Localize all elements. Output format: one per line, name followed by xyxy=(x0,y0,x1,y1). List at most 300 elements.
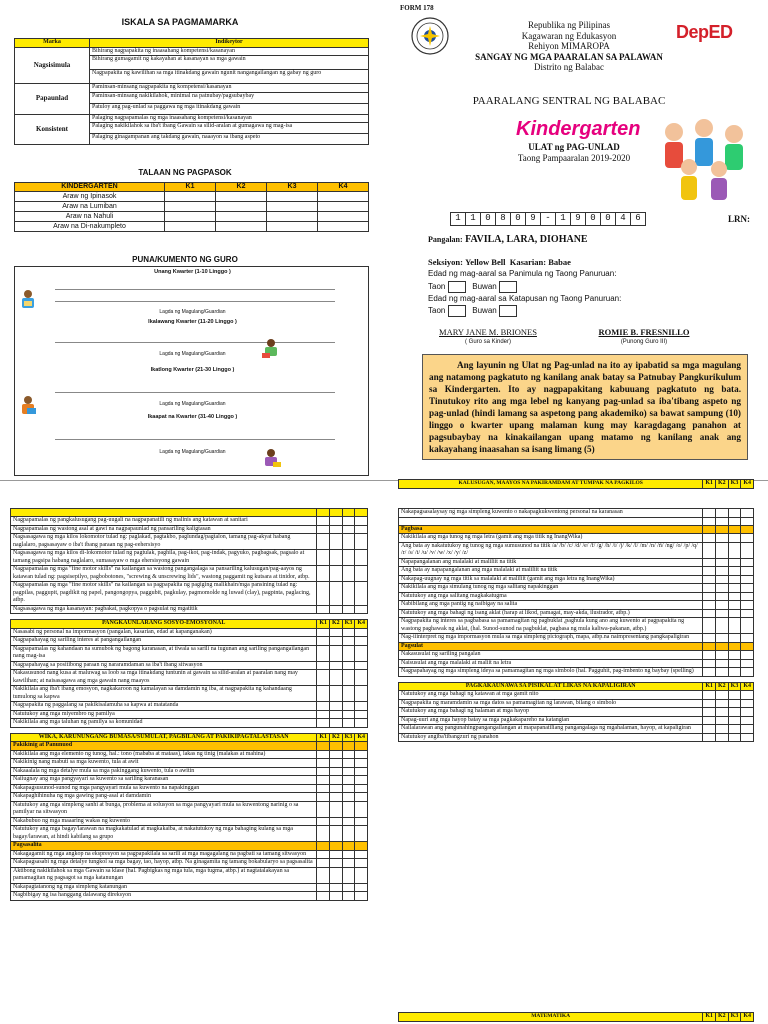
rating-cell[interactable] xyxy=(728,558,741,567)
rating-cell[interactable] xyxy=(715,567,728,576)
rating-cell[interactable] xyxy=(703,592,716,601)
competency-text: Nakapag-uugnay ng mga titik sa malalaki at maliliit (gamit ang mga letra ng InangWika) xyxy=(399,575,703,584)
rating-cell[interactable] xyxy=(355,750,368,759)
k-head: K1 xyxy=(317,620,330,629)
comment-line xyxy=(55,439,335,440)
competency-text: Nagpapamalas ng kahandaan na sumubok ng bagong karanasan, at tiwala sa sarili na tugunan ang sariling pangangailangan nang mag-isa xyxy=(11,645,317,661)
rating-cell[interactable] xyxy=(317,628,330,637)
rating-cell[interactable] xyxy=(741,592,754,601)
rating-cell[interactable] xyxy=(715,618,728,634)
competency-text: Nakasusulat ng sariling pangalan xyxy=(399,651,703,660)
rating-cell[interactable] xyxy=(703,733,716,742)
rating-cell[interactable] xyxy=(741,509,754,518)
buwan-label: Buwan xyxy=(472,306,497,316)
rating-cell[interactable] xyxy=(317,784,330,793)
rating-cell[interactable] xyxy=(703,601,716,610)
competency-text: Naisusulat ang mga malalaki at maliit na letra xyxy=(399,659,703,668)
rating-cell[interactable] xyxy=(355,710,368,719)
rating-cell[interactable] xyxy=(715,509,728,518)
rating-cell[interactable] xyxy=(329,867,342,883)
rating-cell[interactable] xyxy=(741,716,754,725)
competency-row xyxy=(11,850,368,859)
rating-cell[interactable] xyxy=(329,883,342,892)
rating-cell[interactable] xyxy=(342,892,355,901)
rating-cell[interactable] xyxy=(329,582,342,606)
competency-row xyxy=(11,859,368,868)
rating-cell[interactable] xyxy=(728,601,741,610)
indicator: Paminsan-minsang nakikilahok, minimal na patnubay/pagsubaybay xyxy=(90,92,369,103)
competency-row xyxy=(399,509,754,518)
rating-cell[interactable] xyxy=(329,750,342,759)
rating-cell[interactable] xyxy=(728,691,741,700)
rating-cell[interactable] xyxy=(741,699,754,708)
rating-cell[interactable] xyxy=(317,759,330,768)
rating-cell[interactable] xyxy=(317,750,330,759)
deped-seal-icon xyxy=(410,16,450,56)
rating-cell[interactable] xyxy=(329,759,342,768)
rating-cell[interactable] xyxy=(329,710,342,719)
rating-cell[interactable] xyxy=(317,883,330,892)
rating-cell[interactable] xyxy=(741,575,754,584)
competency-text: Nailalarawan ang pangunahingpangangailangan at mapapanatiliang pangangalaga ng mgahalaman, hayop, at kapaligiran xyxy=(399,725,703,734)
competency-text: Nakikinig nang mabuti sa mga kuwento, tula at awit xyxy=(11,759,317,768)
competency-row xyxy=(11,525,368,534)
rating-cell[interactable] xyxy=(342,534,355,550)
rating-cell[interactable] xyxy=(355,550,368,566)
rating-cell[interactable] xyxy=(329,517,342,526)
header-division: SANGAY NG MGA PAARALAN SA PALAWAN xyxy=(475,51,663,62)
rating-cell[interactable] xyxy=(355,605,368,614)
rating-cell[interactable] xyxy=(342,817,355,826)
lrn-digit: 8 xyxy=(496,213,511,226)
rating-cell[interactable] xyxy=(329,784,342,793)
competency-text: Natutukoy ang mga simpleng sanhi at bunga, problema at solusyon sa mga pangyayari mula sa kuwentong narinig o sa pamilyar na sitwasyon xyxy=(11,801,317,817)
competency-row xyxy=(399,733,754,742)
rating-cell[interactable] xyxy=(355,826,368,842)
rating-cell[interactable] xyxy=(329,661,342,670)
rating-cell[interactable] xyxy=(703,542,716,558)
rating-cell[interactable] xyxy=(342,850,355,859)
rating-cell[interactable] xyxy=(317,817,330,826)
mark-2: Papaunlad xyxy=(15,84,90,115)
quarter-4: Ikaapat na Kwarter (31-40 Linggo ) xyxy=(147,414,238,420)
rating-cell[interactable] xyxy=(715,708,728,717)
rating-cell[interactable] xyxy=(342,628,355,637)
rating-cell[interactable] xyxy=(342,776,355,785)
competency-text: Nakapaghihinuha ng mga gawing pang-asal at damdamin xyxy=(11,793,317,802)
buwan-box[interactable] xyxy=(499,305,517,317)
rating-cell[interactable] xyxy=(329,534,342,550)
rating-cell[interactable] xyxy=(703,651,716,660)
rating-cell[interactable] xyxy=(703,509,716,518)
rating-cell[interactable] xyxy=(355,793,368,802)
competency-row xyxy=(399,584,754,593)
rating-cell[interactable] xyxy=(715,668,728,677)
lrn-digit: 0 xyxy=(601,213,616,226)
rating-cell[interactable] xyxy=(741,691,754,700)
rating-cell[interactable] xyxy=(317,892,330,901)
rating-cell[interactable] xyxy=(741,558,754,567)
rating-cell[interactable] xyxy=(355,686,368,702)
rating-cell[interactable] xyxy=(741,651,754,660)
indicator: Nagpapakita ng kawilihan sa mga itinakdang gawain ngunit nangangailangan ng gabay ng guro xyxy=(90,70,369,84)
rating-cell[interactable] xyxy=(741,534,754,543)
rating-cell[interactable] xyxy=(728,634,741,643)
rating-cell[interactable] xyxy=(355,661,368,670)
rating-cell[interactable] xyxy=(342,605,355,614)
competency-row xyxy=(11,534,368,550)
k-head xyxy=(329,742,342,751)
rating-cell[interactable] xyxy=(342,670,355,686)
competency-row xyxy=(11,605,368,614)
rating-cell[interactable] xyxy=(317,605,330,614)
competency-row xyxy=(399,575,754,584)
rating-cell[interactable] xyxy=(317,850,330,859)
section-title: Pagbasa xyxy=(399,525,703,534)
rating-cell[interactable] xyxy=(715,733,728,742)
k-head: K4 xyxy=(741,1013,754,1022)
math-header-strip xyxy=(398,1012,754,1022)
rating-cell[interactable] xyxy=(317,525,330,534)
header-republic: Republika ng Pilipinas xyxy=(528,20,610,30)
deped-logo: DepED xyxy=(676,22,733,42)
rating-cell[interactable] xyxy=(715,634,728,643)
rating-cell[interactable] xyxy=(355,784,368,793)
rating-cell[interactable] xyxy=(728,534,741,543)
competency-text: Ang bata ay napapangalanan ang mga malalaki at maliliit na titik xyxy=(399,567,703,576)
rating-cell[interactable] xyxy=(715,691,728,700)
rating-cell[interactable] xyxy=(355,759,368,768)
rating-cell[interactable] xyxy=(342,517,355,526)
rating-cell[interactable] xyxy=(728,542,741,558)
rating-cell[interactable] xyxy=(728,668,741,677)
rating-cell[interactable] xyxy=(355,525,368,534)
rating-cell[interactable] xyxy=(355,582,368,606)
rating-cell[interactable] xyxy=(715,609,728,618)
rating-cell[interactable] xyxy=(342,793,355,802)
rating-cell[interactable] xyxy=(355,850,368,859)
rating-cell[interactable] xyxy=(703,609,716,618)
k-head: K4 xyxy=(741,682,754,691)
rating-cell[interactable] xyxy=(329,605,342,614)
rating-cell[interactable] xyxy=(728,509,741,518)
rating-cell[interactable] xyxy=(329,892,342,901)
rating-cell[interactable] xyxy=(329,859,342,868)
competency-row xyxy=(11,867,368,883)
rating-cell[interactable] xyxy=(317,776,330,785)
att-head: K3 xyxy=(267,183,318,192)
rating-cell[interactable] xyxy=(703,668,716,677)
rating-cell[interactable] xyxy=(728,575,741,584)
rating-cell[interactable] xyxy=(728,584,741,593)
rating-cell[interactable] xyxy=(715,601,728,610)
rating-cell[interactable] xyxy=(355,883,368,892)
competency-text: Nakapagtatanong ng mga simpleng katanungan xyxy=(11,883,317,892)
rating-cell[interactable] xyxy=(715,699,728,708)
rating-cell[interactable] xyxy=(715,716,728,725)
sex-label: Kasarian: xyxy=(509,257,547,267)
competency-text: Nagpapakita ng paggalang sa pakikisalamuha sa kapwa at matatanda xyxy=(11,702,317,711)
competency-row xyxy=(11,892,368,901)
rating-cell[interactable] xyxy=(317,826,330,842)
rating-cell[interactable] xyxy=(342,550,355,566)
age-end: Edad ng mag-aaral sa Katapusan ng Taong Panuruan: xyxy=(428,294,622,303)
rating-cell[interactable] xyxy=(329,719,342,728)
rating-cell[interactable] xyxy=(317,767,330,776)
competency-text: Nakagagamit ng mga angkop na ekspresyon sa pagpapakilala sa sarili at mga magagalang na pagbati sa tamang sitwasyon xyxy=(11,850,317,859)
rating-cell[interactable] xyxy=(317,534,330,550)
indicator: Palaging ginagampanan ang takdang gawain, naaayon sa ibang aspeto xyxy=(90,134,369,145)
header-block xyxy=(454,20,684,73)
rating-cell[interactable] xyxy=(317,637,330,646)
k-head: K1 xyxy=(703,682,716,691)
rating-cell[interactable] xyxy=(715,558,728,567)
competency-text: Naiiugnay ang mga pangyayari sa kuwento sa sariling karanasan xyxy=(11,776,317,785)
rating-cell[interactable] xyxy=(715,542,728,558)
rating-cell[interactable] xyxy=(355,566,368,582)
competency-row xyxy=(399,725,754,734)
rating-cell[interactable] xyxy=(317,793,330,802)
kinder-title: Kindergarten xyxy=(516,118,641,140)
rating-cell[interactable] xyxy=(342,702,355,711)
rating-cell[interactable] xyxy=(342,645,355,661)
rating-cell[interactable] xyxy=(342,759,355,768)
rating-cell[interactable] xyxy=(329,628,342,637)
rating-cell[interactable] xyxy=(317,582,330,606)
rating-cell[interactable] xyxy=(317,801,330,817)
rating-cell[interactable] xyxy=(715,651,728,660)
comment-line xyxy=(55,342,335,343)
competency-row xyxy=(11,883,368,892)
k-head xyxy=(703,525,716,534)
rating-cell[interactable] xyxy=(703,534,716,543)
competency-row xyxy=(11,784,368,793)
rating-cell[interactable] xyxy=(342,637,355,646)
sign-label: Lagda ng Magulang/Guardian xyxy=(159,449,226,455)
rating-cell[interactable] xyxy=(728,651,741,660)
competency-row xyxy=(11,801,368,817)
buwan-box[interactable] xyxy=(499,281,517,293)
rating-cell[interactable] xyxy=(355,534,368,550)
health-header-strip xyxy=(398,479,754,489)
rating-cell[interactable] xyxy=(317,719,330,728)
rating-cell[interactable] xyxy=(342,582,355,606)
rating-cell[interactable] xyxy=(703,558,716,567)
rating-cell[interactable] xyxy=(355,628,368,637)
rating-cell[interactable] xyxy=(317,710,330,719)
rating-cell[interactable] xyxy=(703,725,716,734)
rating-cell[interactable] xyxy=(728,567,741,576)
rating-cell[interactable] xyxy=(728,592,741,601)
rating-cell[interactable] xyxy=(317,645,330,661)
rating-cell[interactable] xyxy=(342,826,355,842)
rating-cell[interactable] xyxy=(741,601,754,610)
competency-text: Nagpapahayag ng mga simpleng ideya sa pamamagitan ng mga simbolo (hal. Pagguhit, pag-imbento ng baybay (spelling) xyxy=(399,668,703,677)
rating-cell[interactable] xyxy=(728,699,741,708)
rating-cell[interactable] xyxy=(728,659,741,668)
rating-cell[interactable] xyxy=(329,826,342,842)
header-dept: Kagawaran ng Edukasyon xyxy=(521,30,617,41)
rating-cell[interactable] xyxy=(355,776,368,785)
rating-cell[interactable] xyxy=(703,691,716,700)
rating-cell[interactable] xyxy=(741,668,754,677)
rating-cell[interactable] xyxy=(342,750,355,759)
k-head: K2 xyxy=(329,620,342,629)
rating-cell[interactable] xyxy=(355,859,368,868)
sign-label: Lagda ng Magulang/Guardian xyxy=(159,351,226,357)
rating-cell[interactable] xyxy=(317,670,330,686)
rating-cell[interactable] xyxy=(329,670,342,686)
rating-cell[interactable] xyxy=(728,609,741,618)
rating-cell[interactable] xyxy=(329,793,342,802)
k-head: K2 xyxy=(715,682,728,691)
rating-cell[interactable] xyxy=(329,767,342,776)
rating-cell[interactable] xyxy=(741,708,754,717)
rating-cell[interactable] xyxy=(728,733,741,742)
rating-cell[interactable] xyxy=(342,661,355,670)
k-head: K2 xyxy=(329,733,342,742)
rating-cell[interactable] xyxy=(317,702,330,711)
k-head xyxy=(741,642,754,651)
rating-cell[interactable] xyxy=(329,850,342,859)
rating-cell[interactable] xyxy=(355,817,368,826)
rating-cell[interactable] xyxy=(703,716,716,725)
rating-cell[interactable] xyxy=(342,719,355,728)
rating-cell[interactable] xyxy=(342,686,355,702)
competency-row xyxy=(11,550,368,566)
rating-cell[interactable] xyxy=(317,566,330,582)
section-header xyxy=(11,742,368,751)
section-header xyxy=(11,733,368,742)
section-header xyxy=(399,682,754,691)
rating-cell[interactable] xyxy=(355,719,368,728)
competency-row xyxy=(399,558,754,567)
rating-cell[interactable] xyxy=(715,592,728,601)
rating-cell[interactable] xyxy=(342,710,355,719)
lrn-digit: 1 xyxy=(451,213,466,226)
taon-box[interactable] xyxy=(448,281,466,293)
rating-cell[interactable] xyxy=(355,637,368,646)
rating-cell[interactable] xyxy=(317,867,330,883)
rating-cell[interactable] xyxy=(355,702,368,711)
rating-cell[interactable] xyxy=(355,801,368,817)
rating-cell[interactable] xyxy=(355,645,368,661)
k-head: K3 xyxy=(342,620,355,629)
competency-row xyxy=(11,710,368,719)
rating-cell[interactable] xyxy=(355,767,368,776)
rating-cell[interactable] xyxy=(329,566,342,582)
att-row: Araw na Nahuli xyxy=(15,211,165,221)
rating-cell[interactable] xyxy=(703,708,716,717)
name-label: Pangalan: xyxy=(428,235,463,244)
rating-cell[interactable] xyxy=(715,534,728,543)
rating-cell[interactable] xyxy=(317,859,330,868)
rating-cell[interactable] xyxy=(317,517,330,526)
rating-cell[interactable] xyxy=(342,566,355,582)
section-label: Seksiyon: xyxy=(428,257,463,267)
rating-cell[interactable] xyxy=(741,733,754,742)
rating-cell[interactable] xyxy=(703,634,716,643)
rating-cell[interactable] xyxy=(703,575,716,584)
rating-cell[interactable] xyxy=(715,659,728,668)
rating-cell[interactable] xyxy=(342,801,355,817)
competency-text: Nagpapamalas ng wastong asal at gawi na nagpapaunlad ng pansariling kaligtasan xyxy=(11,525,317,534)
section-title: Pagsulat xyxy=(399,642,703,651)
rating-cell[interactable] xyxy=(329,525,342,534)
rating-cell[interactable] xyxy=(317,550,330,566)
competency-text: Nagsasagawa ng mga kasanayan: pagbakat, pagkopya o pagsulat ng mgatitik xyxy=(11,605,317,614)
taon-box[interactable] xyxy=(448,305,466,317)
rating-cell[interactable] xyxy=(342,784,355,793)
k-head xyxy=(355,842,368,851)
quarter-2: Ikalawang Kwarter (11-20 Linggo ) xyxy=(148,319,237,325)
student-name-row xyxy=(428,234,588,245)
rating-cell[interactable] xyxy=(703,618,716,634)
rating-cell[interactable] xyxy=(741,634,754,643)
rating-cell[interactable] xyxy=(342,525,355,534)
rating-cell[interactable] xyxy=(329,686,342,702)
rating-cell[interactable] xyxy=(355,892,368,901)
rating-cell[interactable] xyxy=(329,817,342,826)
rating-cell[interactable] xyxy=(741,725,754,734)
rating-cell[interactable] xyxy=(741,567,754,576)
att-row: Araw na Lumiban xyxy=(15,201,165,211)
rating-cell[interactable] xyxy=(728,716,741,725)
rating-cell[interactable] xyxy=(317,686,330,702)
rating-cell[interactable] xyxy=(703,584,716,593)
rating-cell[interactable] xyxy=(342,883,355,892)
rating-cell[interactable] xyxy=(741,609,754,618)
mark-1: Nagsisimula xyxy=(15,47,90,84)
rating-cell[interactable] xyxy=(741,542,754,558)
rating-cell[interactable] xyxy=(728,725,741,734)
section-header xyxy=(11,620,368,629)
rating-cell[interactable] xyxy=(703,567,716,576)
rating-cell[interactable] xyxy=(355,670,368,686)
student-name: FAVILA, LARA, DIOHANE xyxy=(465,234,588,245)
rating-cell[interactable] xyxy=(329,550,342,566)
rating-cell[interactable] xyxy=(355,517,368,526)
rating-cell[interactable] xyxy=(741,659,754,668)
competency-text: Nagbibigay ng isa hanggang dalawang direksyon xyxy=(11,892,317,901)
rating-cell[interactable] xyxy=(329,637,342,646)
rating-cell[interactable] xyxy=(317,661,330,670)
rating-cell[interactable] xyxy=(715,575,728,584)
rating-cell[interactable] xyxy=(728,708,741,717)
left-top-panel xyxy=(0,0,384,480)
rating-cell[interactable] xyxy=(329,702,342,711)
rating-cell[interactable] xyxy=(342,867,355,883)
rating-cell[interactable] xyxy=(329,645,342,661)
lrn-label: LRN: xyxy=(728,214,750,224)
rating-cell[interactable] xyxy=(715,584,728,593)
rating-cell[interactable] xyxy=(329,776,342,785)
rating-cell[interactable] xyxy=(715,725,728,734)
rating-cell[interactable] xyxy=(728,618,741,634)
rating-cell[interactable] xyxy=(703,699,716,708)
taon-label: Taon xyxy=(428,282,446,292)
rating-cell[interactable] xyxy=(741,618,754,634)
rating-cell[interactable] xyxy=(342,767,355,776)
competency-row xyxy=(11,582,368,606)
competency-text: Nakikilala ang mga simulang tunog ng mga salitang napakinggan xyxy=(399,584,703,593)
rating-cell[interactable] xyxy=(329,801,342,817)
rating-cell[interactable] xyxy=(342,859,355,868)
legend-col2: Indikeytor xyxy=(90,39,369,48)
rating-cell[interactable] xyxy=(355,867,368,883)
rating-cell[interactable] xyxy=(741,584,754,593)
rating-cell[interactable] xyxy=(703,659,716,668)
